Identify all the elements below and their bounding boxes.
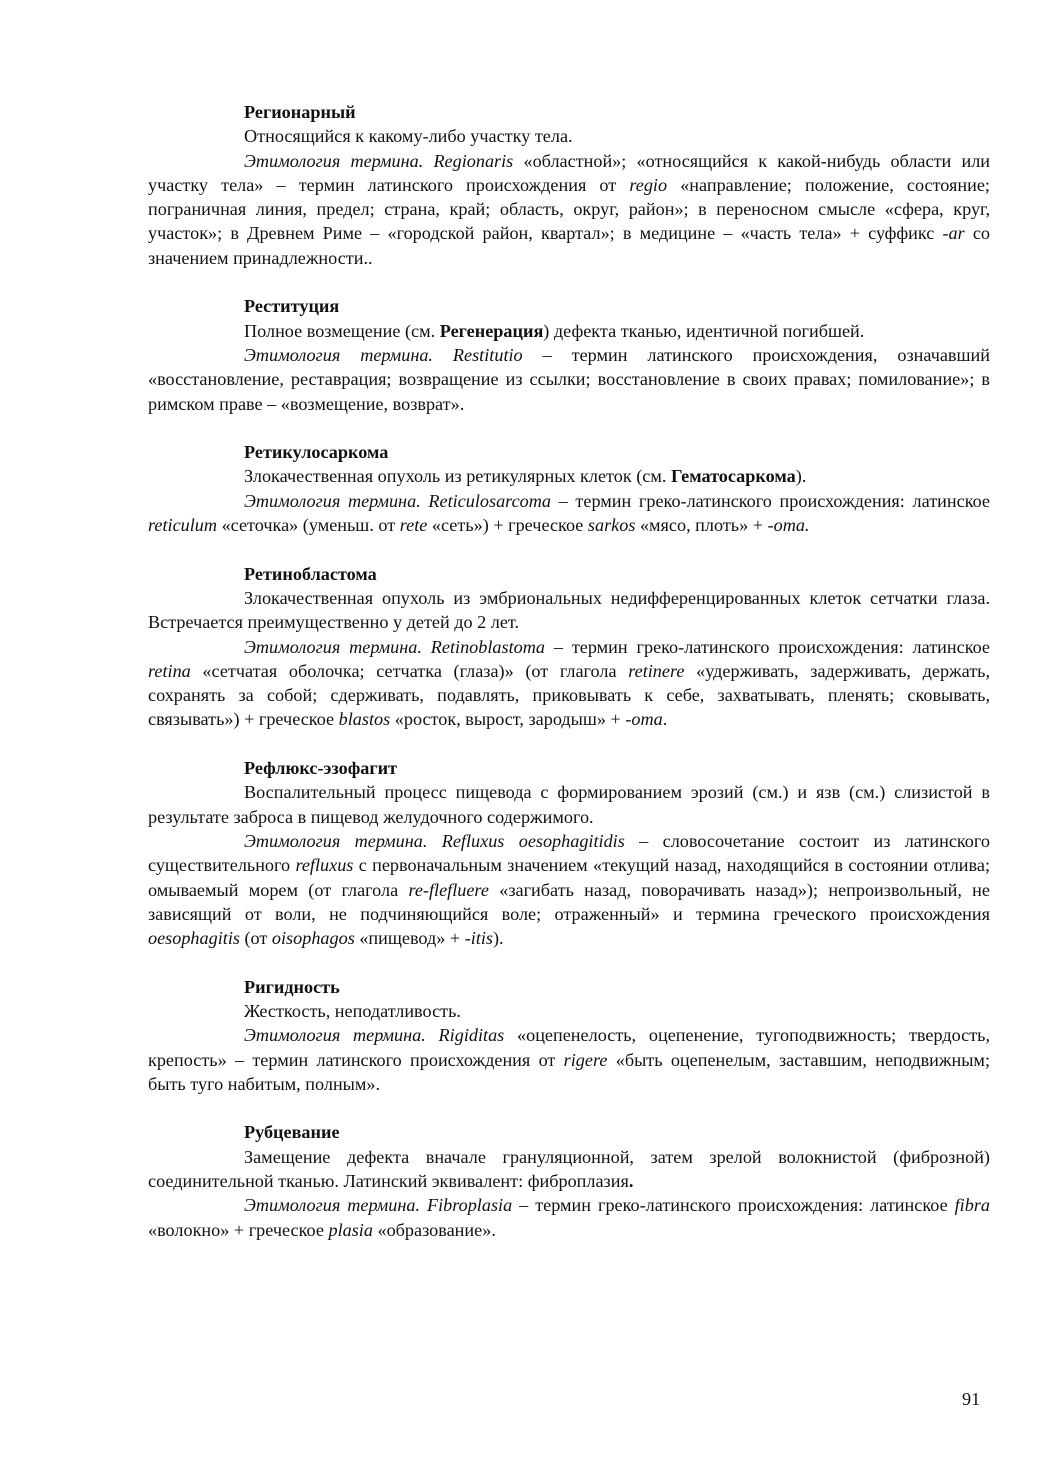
etymology [148,1193,990,1242]
page-number: 91 [962,1389,981,1409]
italic-text: retinere [628,660,685,681]
italic-text: Этимология термина. Retinoblastoma [244,636,545,657]
entry [148,975,990,1096]
etymology [148,149,990,270]
entry [148,294,990,415]
entry [148,440,990,537]
italic-text: rigere [563,1049,608,1070]
entry-term: Реституция [244,296,340,317]
text-run: «загибать назад, поворачивать назад»); непроизвольный, не зависящий от воли, не подчиняющийся воле; отраженный» и термина греческого происхождения [148,879,990,924]
italic-text: Этимология термина. Rigiditas [244,1025,505,1046]
text-run: – термин греко-латинского происхождения: латинское [550,490,990,511]
entry-term: Ретинобластома [244,563,377,584]
italic-text: -ar [942,223,965,244]
text-run: «сеточка» (уменьш. от [217,515,400,536]
italic-text: regio [629,174,668,195]
italic-text: oisophagos [271,928,355,949]
italic-text: blastos [338,709,391,730]
italic-text: Этимология термина. Restitutio [244,344,523,365]
entry [148,562,990,732]
text-run: Относящийся к какому-либо участку тела. [244,126,573,147]
text-run: «образование». [372,1219,496,1240]
italic-text: Этимология термина. Fibroplasia [244,1195,513,1216]
text-run: с первоначальным значением «текущий назад, находящийся в состоянии отлива; омываемый морем (от глагола [148,855,991,900]
definition [148,319,990,343]
italic-text: Этимология термина. Reticulosarcoma [244,490,551,511]
bold-text: . [628,1171,634,1192]
italic-text: -oma [625,709,663,730]
text-run: со значением принадлежности.. [148,223,991,268]
etymology [148,635,990,732]
bold-text: Гематосаркома [670,466,796,487]
italic-text: Этимология термина. Regionaris [244,150,514,171]
italic-text: reticulum [148,515,218,536]
italic-text: plasia [328,1219,373,1240]
italic-text: retina [148,660,191,681]
definition [148,780,990,829]
entry-term: Ригидность [244,976,340,997]
entry-term: Регионарный [244,102,356,122]
text-run: Замещение дефекта вначале грануляционной, затем зрелой волокнистой (фиброзной) соединительной тканью. Латинский эквивалент: фиброплазия [148,1146,990,1192]
bold-text: Регенерация [439,320,544,341]
italic-text: rete [399,515,428,536]
text-run: – термин латинского происхождения, означавший «восстановление, реставрация; возвращение из ссылки; восстановление в своих правах; помилование»; в римском праве – «возмещение, возврат». [148,344,990,414]
italic-text: re-flefluere [408,879,489,900]
entry-term: Ретикулосаркома [244,442,389,463]
text-run: Полное возмещение (см. [244,320,440,341]
text-run: Воспалительный процесс пищевода с формированием эрозий (см.) и язв (см.) слизистой в результате заброса в пищевод желудочного содержимого. [148,782,990,827]
text-run: . [662,709,668,730]
text-run: «сеть») + греческое [427,515,588,536]
dictionary-page [148,100,990,1242]
text-run: – словосочетание состоит из латинского существительного [148,830,991,876]
text-run: «удерживать, задерживать, держать, сохранять за собой; сдерживать, подавлять, приковывать к себе, захватывать, пленять; сковывать, связывать») + греческое [148,660,991,730]
etymology [148,1023,990,1096]
text-run: «мясо, плоть» + - [635,515,774,536]
entry [148,1120,990,1241]
text-run: ) дефекта тканью, идентичной погибшей. [543,320,865,341]
text-run: «областной»; «относящийся к какой-нибудь области или участку тела» – термин латинского происхождения от [148,150,990,195]
etymology [148,489,990,538]
etymology [148,829,990,950]
definition [148,999,990,1023]
italic-text: -itis [464,928,493,949]
entry-term: Рубцевание [244,1122,340,1143]
text-run: «быть оцепенелым, заставшим, неподвижным; быть туго набитым, полным». [148,1049,990,1094]
definition [148,124,990,148]
text-run: «направление; положение, состояние; пограничная линия, предел; страна, край; область, округ, район»; в переносном смысле «сфера, круг, участок»; в Древнем Риме – «городской район, квартал»; в медицине – «часть тела» + суффикс [148,174,990,244]
definition [148,1145,990,1194]
text-run: Жесткость, неподатливость. [244,1000,461,1021]
text-run: Злокачественная опухоль из ретикулярных клеток (см. [244,466,671,487]
text-run: – термин греко-латинского происхождения: латинское [512,1195,955,1216]
entry [148,100,990,270]
text-run: «росток, вырост, зародыш» + [390,709,626,730]
text-run: «пищевод» + [354,928,465,949]
italic-text: refluxus [295,855,354,876]
italic-text: Этимология термина. Refluxus oesophagitidis [244,830,625,851]
text-run: «волокно» + греческое [148,1219,329,1240]
italic-text: oesophagitis [148,928,240,949]
entry [148,756,990,950]
italic-text: fibra [954,1195,990,1216]
text-run: – термин греко-латинского происхождения: латинское [544,636,991,657]
text-run: «оцепенелость, оцепенение, тугоподвижность; твердость, крепость» – термин латинского происхождения от [148,1025,990,1070]
definition [148,464,990,488]
text-run: ). [795,466,807,487]
text-run: (от [239,928,272,949]
text-run: Злокачественная опухоль из эмбриональных недифференцированных клеток сетчатки глаза. Встречается преимущественно у детей до 2 лет. [148,587,990,633]
etymology [148,343,990,416]
text-run: ). [493,928,504,949]
definition [148,586,990,635]
entry-term: Рефлюкс-эзофагит [244,758,398,779]
italic-text: sarkos [587,515,636,536]
text-run: «сетчатая оболочка; сетчатка (глаза)» (от глагола [190,660,629,681]
italic-text: oma. [773,515,810,536]
